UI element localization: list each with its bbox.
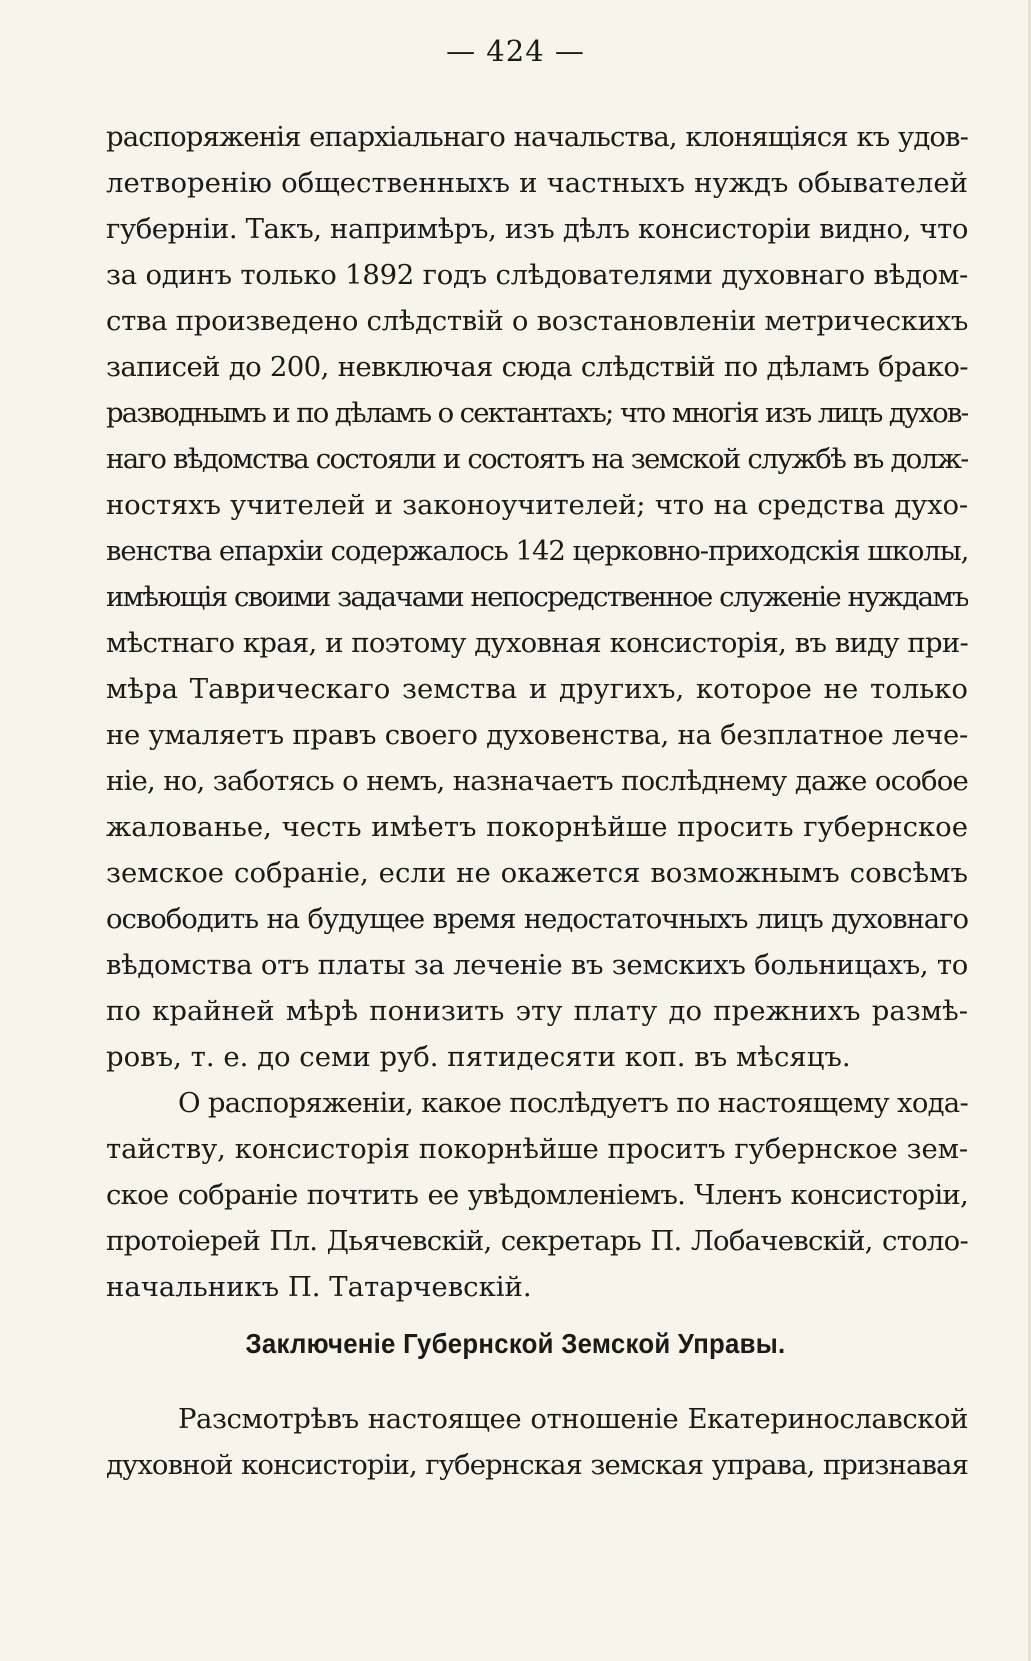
text-line: начальникъ П. Татарчевскій. (106, 1271, 532, 1303)
paragraph-3 (106, 1396, 968, 1488)
text-line: духовной консисторіи, губернская земская управа, признавая (106, 1449, 968, 1481)
text-line: по крайней мѣрѣ понизить эту плату до прежнихъ размѣ- (106, 995, 968, 1027)
page-number: — 424 — (446, 34, 585, 68)
text-line: губерніи. Такъ, напримѣръ, изъ дѣлъ консисторіи видно, что (106, 213, 968, 245)
text-line: имѣющія своими задачами непосредственное служеніе нуждамъ (106, 581, 968, 613)
paragraph-2 (106, 1080, 968, 1310)
text-line: разводнымъ и по дѣламъ о сектантахъ; что многія изъ лицъ духов- (106, 397, 968, 429)
text-line: Разсмотрѣвъ настоящее отношеніе Екатеринославской (178, 1403, 968, 1435)
text-line: летворенію общественныхъ и частныхъ нуждъ обывателей (106, 167, 968, 199)
section-heading: Заключеніе Губернской Земской Управы. (245, 1328, 786, 1359)
text-line: не умаляетъ правъ своего духовенства, на безплатное лече- (106, 719, 968, 751)
text-line: жалованье, честь имѣетъ покорнѣйше просить губернское (106, 811, 968, 843)
text-line: земское собраніе, если не окажется возможнымъ совсѣмъ (106, 857, 968, 889)
text-line: ровъ, т. е. до семи руб. пятидесяти коп. въ мѣсяцъ. (106, 1041, 851, 1073)
text-line: мѣстнаго края, и поэтому духовная консисторія, въ виду при- (106, 627, 968, 659)
text-line: ское собраніе почтить ее увѣдомленіемъ. Членъ консисторіи, (106, 1179, 968, 1211)
text-line: наго вѣдомства состояли и состоятъ на земской службѣ въ долж- (106, 443, 968, 475)
text-line: вѣдомства отъ платы за леченіе въ земскихъ больницахъ, то (106, 949, 968, 981)
text-line: записей до 200, невключая сюда слѣдствій по дѣламъ брако- (106, 351, 968, 383)
text-line: освободить на будущее время недостаточныхъ лицъ духовнаго (106, 903, 968, 935)
text-line: мѣра Таврическаго земства и другихъ, которое не только (106, 673, 968, 705)
text-line: за одинъ только 1892 годъ слѣдователями духовнаго вѣдом- (106, 259, 968, 291)
text-line: ства произведено слѣдствій о возстановленіи метрическихъ (106, 305, 968, 337)
text-line: венства епархіи содержалось 142 церковно-приходскія школы, (106, 535, 968, 567)
text-line: тайству, консисторія покорнѣйше проситъ губернское зем- (106, 1133, 968, 1165)
text-line: протоіерей Пл. Дьячевскій, секретарь П. Лобачевскій, столо- (106, 1225, 968, 1257)
text-line: распоряженія епархіальнаго начальства, клонящіяся къ удов- (106, 121, 968, 153)
text-line: ніе, но, заботясь о немъ, назначаетъ послѣднему даже особое (106, 765, 968, 797)
text-line: ностяхъ учителей и законоучителей; что на средства духо- (106, 489, 968, 521)
text-line: О распоряженіи, какое послѣдуетъ по настоящему хода- (178, 1087, 968, 1119)
paragraph-1 (106, 114, 968, 1080)
